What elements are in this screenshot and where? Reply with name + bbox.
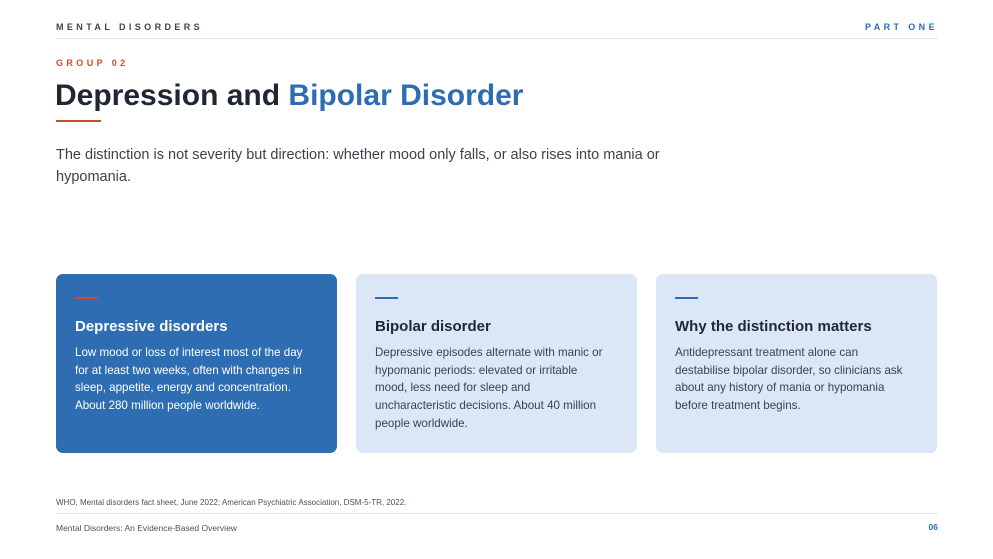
card-depressive-disorders xyxy=(56,274,337,453)
card-heading: Why the distinction matters xyxy=(675,318,872,335)
header-divider xyxy=(56,38,938,39)
footer-divider xyxy=(56,513,938,514)
source-citation: WHO, Mental disorders fact sheet, June 2022; American Psychiatric Association, DSM-5-TR, 2022. xyxy=(56,498,407,507)
group-eyebrow: GROUP 02 xyxy=(56,58,129,68)
card-body: Antidepressant treatment alone can destabilise bipolar disorder, so clinicians ask about any history of mania or hypomania before treatment begins. xyxy=(675,346,903,413)
page-number: 06 xyxy=(928,522,938,532)
part-label: PART ONE xyxy=(864,22,938,32)
card-accent-dash xyxy=(375,297,398,299)
card-heading: Depressive disorders xyxy=(75,318,228,335)
card-why-distinction-matters xyxy=(656,274,937,453)
deck-title: Mental Disorders: An Evidence-Based Overview xyxy=(56,523,237,533)
page-title xyxy=(55,79,523,113)
card-body: Depressive episodes alternate with manic or hypomanic periods: elevated or irritable mood, less need for sleep and uncharacteristic decisions. About 40 million people worldwide. xyxy=(375,346,603,430)
title-accent: Bipolar Disorder xyxy=(288,79,524,112)
card-accent-dash xyxy=(75,297,98,299)
card-heading: Bipolar disorder xyxy=(375,318,491,335)
card-bipolar-disorder xyxy=(356,274,637,453)
intro-text: The distinction is not severity but direction: whether mood only falls, or also rises into mania or hypomania. xyxy=(56,147,660,185)
title-underline xyxy=(56,120,101,122)
title-lead: Depression and xyxy=(55,79,289,112)
card-body: Low mood or loss of interest most of the day for at least two weeks, often with changes in sleep, appetite, energy and concentration. About 280 million people worldwide. xyxy=(75,346,303,413)
card-row xyxy=(56,274,937,453)
card-accent-dash xyxy=(675,297,698,299)
section-label: MENTAL DISORDERS xyxy=(56,22,204,32)
